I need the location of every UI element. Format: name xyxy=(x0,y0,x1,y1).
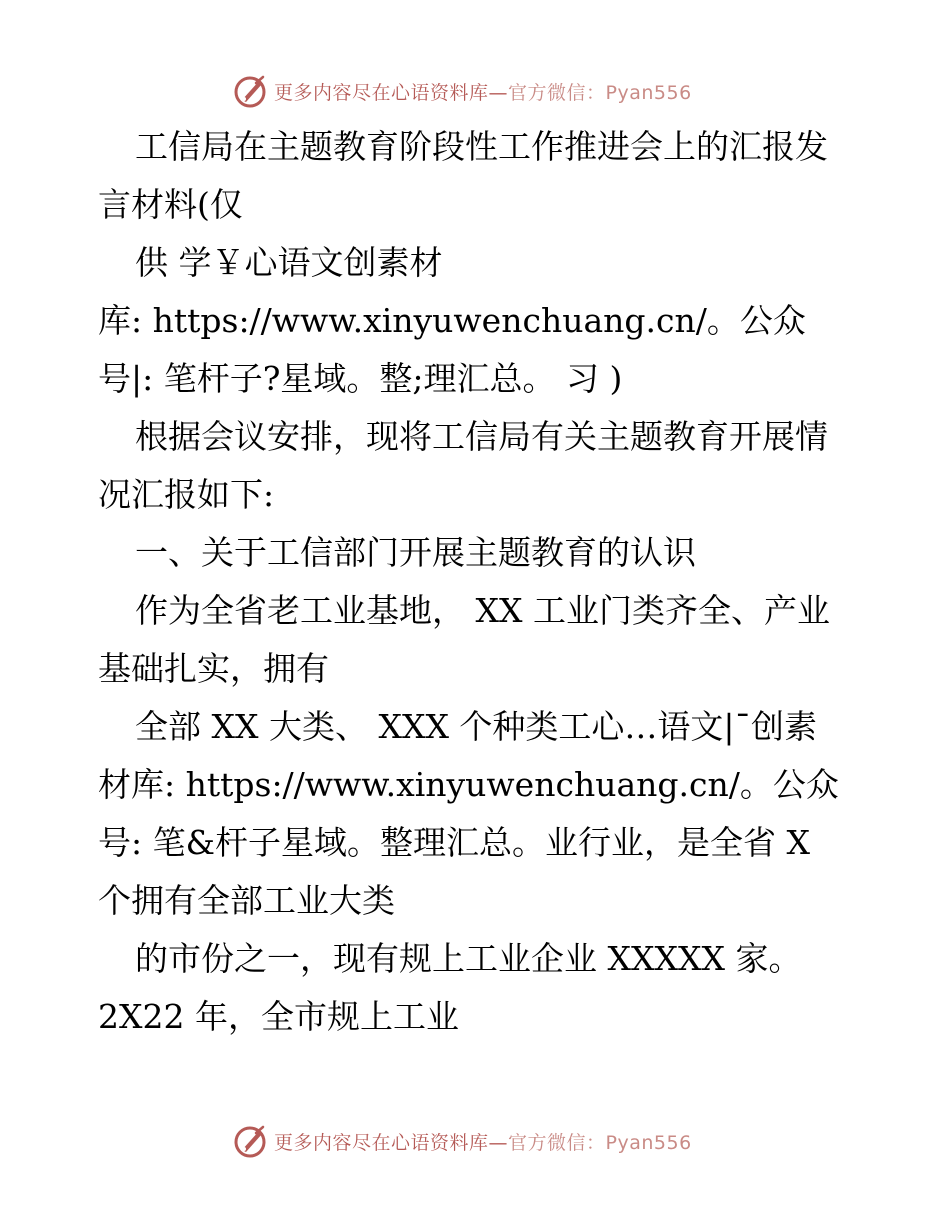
paragraph-line: 根据会议安排，现将工信局有关主题教育开展情 xyxy=(135,417,828,456)
paragraph-line: 供 学￥心语文创素材 xyxy=(135,243,443,282)
paragraph-line: 况汇报如下: xyxy=(98,475,275,514)
document-title-line-2: 言材料(仅 xyxy=(98,185,243,224)
paragraph-line: 库: https://www.xinyuwenchuang.cn/。公众 xyxy=(98,301,806,340)
paragraph-line: 基础扎实，拥有 xyxy=(98,649,329,688)
paragraph-line: 的市份之一，现有规上工业企业 XXXXX 家。 xyxy=(135,939,802,978)
paragraph-line: 号|: 笔杆子?星域。整;理汇总。 习 ) xyxy=(98,359,623,398)
watermark-wechat-text: 官方微信：Pyan556 xyxy=(508,1131,692,1154)
watermark-dash: — xyxy=(488,1131,509,1154)
paragraph-line: 号: 笔&杆子星域。整理汇总。业行业，是全省 X xyxy=(98,823,810,862)
document-body xyxy=(98,118,858,1046)
document-title-line-1: 工信局在主题教育阶段性工作推进会上的汇报发 xyxy=(135,127,828,166)
paragraph-line: 个拥有全部工业大类 xyxy=(98,881,395,920)
watermark-main-text: 更多内容尽在心语资料库 xyxy=(274,81,489,104)
watermark-dash: — xyxy=(488,81,509,104)
quill-pen-logo-icon xyxy=(232,1123,268,1159)
watermark-wechat-text: 官方微信：Pyan556 xyxy=(508,81,692,104)
paragraph-line: 2X22 年，全市规上工业 xyxy=(98,997,459,1036)
watermark-header xyxy=(232,71,692,111)
section-heading: 一、关于工信部门开展主题教育的认识 xyxy=(135,533,696,572)
watermark-main-text: 更多内容尽在心语资料库 xyxy=(274,1131,489,1154)
watermark-footer xyxy=(232,1121,692,1161)
paragraph-line: 材库: https://www.xinyuwenchuang.cn/。公众 xyxy=(98,765,839,804)
paragraph-line: 全部 XX 大类、 XXX 个种类工心…语文|¯创素 xyxy=(135,707,818,746)
paragraph-line: 作为全省老工业基地， XX 工业门类齐全、产业 xyxy=(135,591,830,630)
quill-pen-logo-icon xyxy=(232,73,268,109)
